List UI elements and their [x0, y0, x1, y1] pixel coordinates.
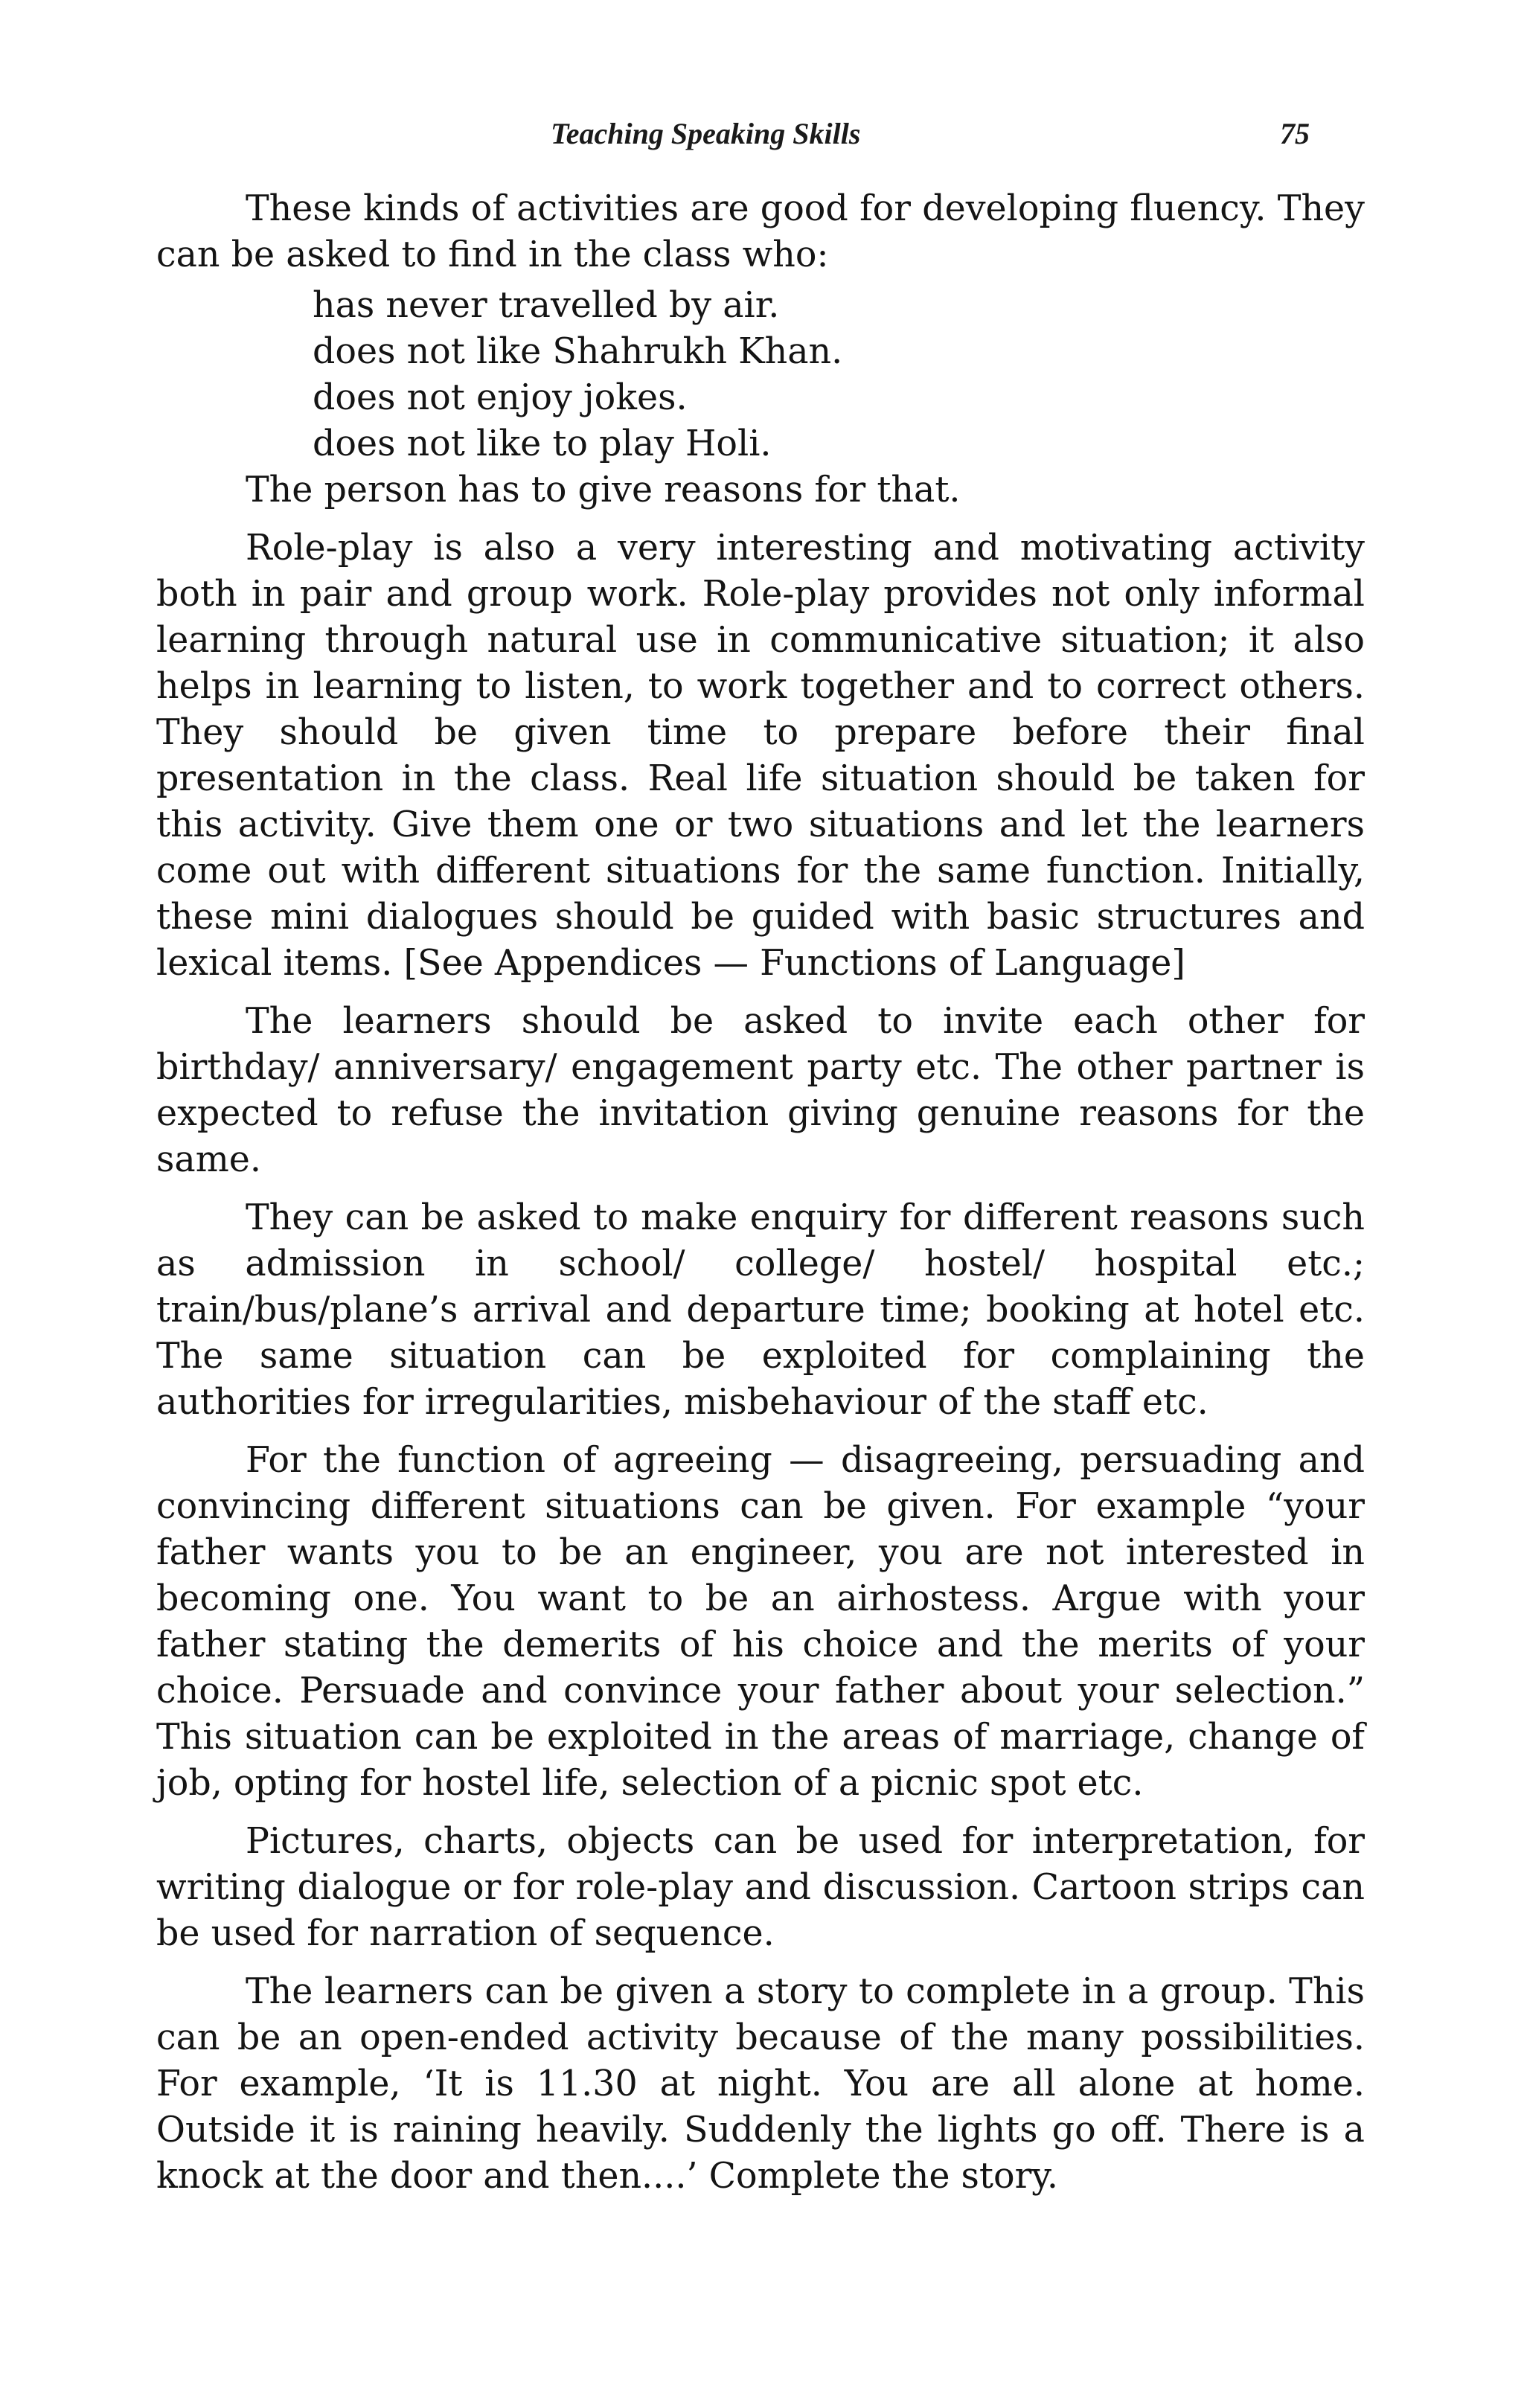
invite-paragraph: The learners should be asked to invite each other for birthday/ anniversary/ engagement party etc. The other partner is expected to refuse the invitation giving genuine reasons for the same. [156, 1001, 1365, 1180]
list-item: does not like Shahrukh Khan. [313, 331, 843, 372]
pictures-paragraph: Pictures, charts, objects can be used for interpretation, for writing dialogue or for role-play and discussion. Cartoon strips can be used for narration of sequence. [156, 1821, 1365, 1954]
story-paragraph: The learners can be given a story to complete in a group. This can be an open-ended activity because of the many possibilities. For example, ‘It is 11.30 at night. You are all alone at home. Outside it is raining heavily. Suddenly the lights go off. There is a knock at the door and then....’ Complete the story. [156, 1971, 1365, 2197]
enquiry-paragraph: They can be asked to make enquiry for different reasons such as admission in school/ college/ hostel/ hospital etc.; train/bus/plane’s arrival and departure time; booking at hotel etc. The same situation can be exploited for complaining the authorities for irregularities, misbehaviour of the staff etc. [156, 1197, 1365, 1423]
reasons-paragraph: The person has to give reasons for that. [246, 470, 961, 510]
page-number: 75 [1280, 117, 1310, 150]
find-in-class-list [156, 283, 1365, 467]
list-item: does not enjoy jokes. [313, 377, 688, 418]
running-title: Teaching Speaking Skills [551, 117, 861, 150]
intro-paragraph: These kinds of activities are good for developing fluency. They can be asked to find in the class who: [156, 188, 1365, 275]
roleplay-paragraph: Role-play is also a very interesting and motivating activity both in pair and group work. Role-play provides not only informal learning through natural use in communicative situation; it also helps in learning to listen, to work together and to correct others. They should be given time to prepare before their final presentation in the class. Real life situation should be taken for this activity. Give them one or two situations and let the learners come out with different situations for the same function. Initially, these mini dialogues should be guided with basic structures and lexical items. [See Appendices — Functions of Language] [156, 528, 1365, 984]
agreeing-paragraph: For the function of agreeing — disagreeing, persuading and convincing different situations can be given. For example “your father wants you to be an engineer, you are not interested in becoming one. You want to be an airhostess. Argue with your father stating the demerits of his choice and the merits of your choice. Persuade and convince your father about your selection.” This situation can be exploited in the areas of marriage, change of job, opting for hostel life, selection of a picnic spot etc. [156, 1440, 1365, 1804]
list-item: has never travelled by air. [313, 285, 780, 326]
list-item: does not like to play Holi. [313, 423, 772, 464]
body-text [156, 186, 1365, 2200]
